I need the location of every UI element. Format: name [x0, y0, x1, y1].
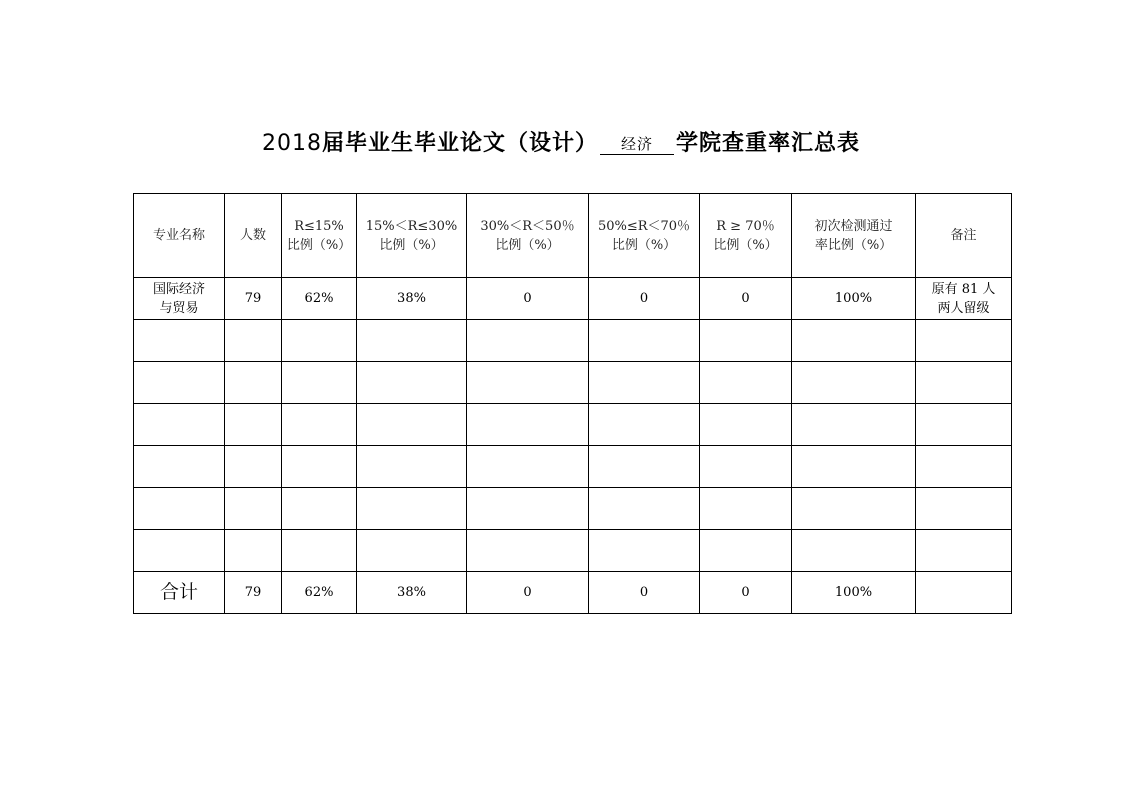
- header-pass-rate: 初次检测通过 率比例（%）: [792, 194, 916, 278]
- cell-pass-rate: 100%: [792, 278, 916, 320]
- plagiarism-summary-table: [133, 193, 1012, 614]
- cell-r30-50: 0: [467, 278, 589, 320]
- header-row: [134, 194, 1012, 278]
- cell-r70: 0: [700, 278, 792, 320]
- cell-note: 原有 81 人 两人留级: [916, 278, 1012, 320]
- header-r15-30: 15%＜R≤30% 比例（%）: [357, 194, 467, 278]
- table-row: [134, 278, 1012, 320]
- total-r50-70: 0: [589, 572, 700, 614]
- total-label: 合计: [134, 572, 225, 614]
- empty-row: [134, 530, 1012, 572]
- title-college-field: 经济: [600, 134, 674, 155]
- total-r15: 62%: [282, 572, 357, 614]
- title-year: 2018: [261, 131, 322, 156]
- total-r30-50: 0: [467, 572, 589, 614]
- header-count: 人数: [225, 194, 282, 278]
- cell-r15: 62%: [282, 278, 357, 320]
- empty-row: [134, 446, 1012, 488]
- header-r50-70: 50%≤R＜70％ 比例（%）: [589, 194, 700, 278]
- header-note: 备注: [916, 194, 1012, 278]
- title-prefix: 届毕业生毕业论文（设计）: [321, 131, 598, 156]
- cell-major: 国际经济 与贸易: [134, 278, 225, 320]
- cell-r50-70: 0: [589, 278, 700, 320]
- title-suffix: 学院查重率汇总表: [676, 131, 861, 156]
- empty-row: [134, 488, 1012, 530]
- total-pass-rate: 100%: [792, 572, 916, 614]
- cell-r15-30: 38%: [357, 278, 467, 320]
- total-r15-30: 38%: [357, 572, 467, 614]
- total-count: 79: [225, 572, 282, 614]
- total-note: [916, 572, 1012, 614]
- empty-row: [134, 320, 1012, 362]
- header-r70: R ≥ 70％ 比例（%）: [700, 194, 792, 278]
- total-row: [134, 572, 1012, 614]
- cell-count: 79: [225, 278, 282, 320]
- header-r15: R≤15% 比例（%）: [282, 194, 357, 278]
- empty-row: [134, 404, 1012, 446]
- total-r70: 0: [700, 572, 792, 614]
- empty-row: [134, 362, 1012, 404]
- header-major: 专业名称: [134, 194, 225, 278]
- document-title: [0, 126, 1122, 157]
- header-r30-50: 30%＜R＜50％ 比例（%）: [467, 194, 589, 278]
